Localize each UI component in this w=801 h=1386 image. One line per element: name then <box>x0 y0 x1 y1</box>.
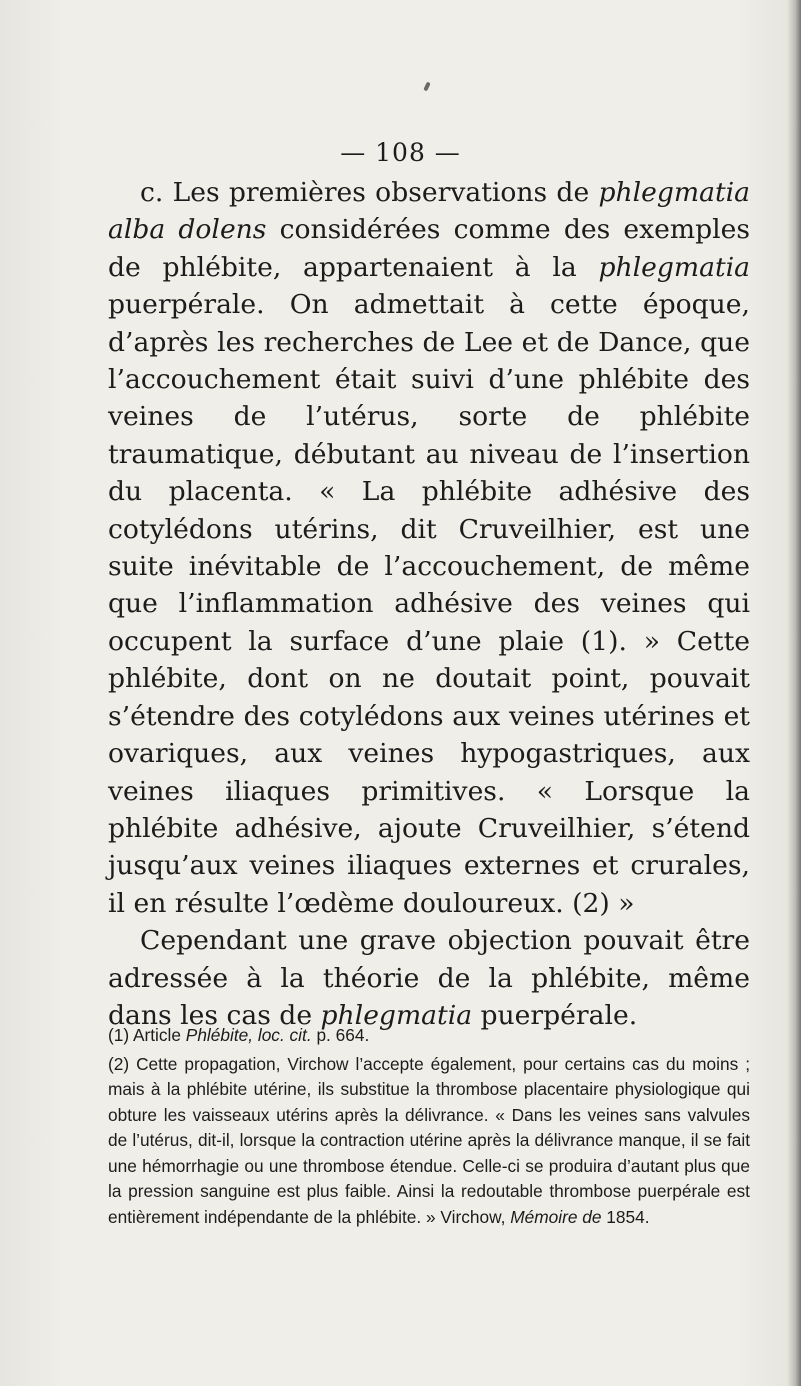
paragraph-1-text-a: c. Les premières observations de <box>140 177 599 208</box>
main-text <box>108 174 750 1034</box>
paragraph-1-italic-b: phlegmatia <box>598 251 750 283</box>
footnote-2-italic: Mémoire de <box>510 1206 602 1227</box>
paragraph-2-italic-a: phlegmatia <box>320 999 473 1031</box>
paragraph-1 <box>108 174 750 922</box>
footnotes <box>108 1023 750 1233</box>
footnote-1-text-a: (1) Article <box>108 1025 186 1045</box>
footnote-2-text-a: (2) Cette propagation, Virchow l’accepte également, pour certains cas du moins ; mais à la phlébite utérine, ils substitue la thrombose placentaire physiologique qui obture les vaisseaux utérins après la délivrance. « Dans les veines sans valvules de l’utérus, dit-il, lorsque la contraction utérine après la délivrance manque, il se fait une hémorrhagie ou une thrombose étendue. Celle-ci se produira d’autant plus que la pression sanguine est plus faible. Ainsi la redoutable thrombose puerpérale est entièrement indépendante de la phlébite. » Virchow, <box>108 1053 750 1227</box>
paragraph-2-text-a: Cependant une grave objection pouvait être adressée à la théorie de la phlébite, même dans les cas de <box>108 925 750 1031</box>
footnote-2-text-b: 1854. <box>601 1206 650 1227</box>
paragraph-2 <box>108 922 750 1034</box>
page-number: — 108 — <box>340 138 461 167</box>
ink-speck <box>423 82 430 92</box>
paragraph-1-italic-a: phlegmatia alba dolens <box>108 177 750 246</box>
paragraph-2-text-b: puerpérale. <box>472 999 638 1031</box>
footnote-1-italic: Phlébite, loc. cit. <box>185 1025 312 1045</box>
paragraph-1-text-c: puerpérale. On admettait à cette époque, d’après les recherches de Lee et de Dance, que l’accouchement était suivi d’une phlébite des veines de l’utérus, sorte de phlébite traumatique, débutant au niveau de l’insertion du placenta. « La phlébite adhésive des cotylédons utérins, dit Cruveilhier, est une suite inévitable de l’accouchement, de même que l’inflammation adhésive des veines qui occupent la surface d’une plaie (1). » Cette phlébite, dont on ne doutait point, pouvait s’étendre des cotylédons aux veines utérines et ovariques, aux veines hypogastriques, aux veines iliaques primitives. « Lorsque la phlébite adhésive, ajoute Cruveilhier, s’étend jusqu’aux veines iliaques externes et crurales, il en résulte l’œdème douloureux. (2) » <box>108 289 750 919</box>
footnote-1 <box>108 1023 750 1049</box>
footnote-1-text-b: p. 664. <box>311 1025 370 1045</box>
footnote-2 <box>108 1052 750 1231</box>
page-edge-shadow <box>787 0 801 1386</box>
paragraph-1-text-b: considérées comme des exemples de phlébite, appartenaient à la <box>108 214 750 283</box>
